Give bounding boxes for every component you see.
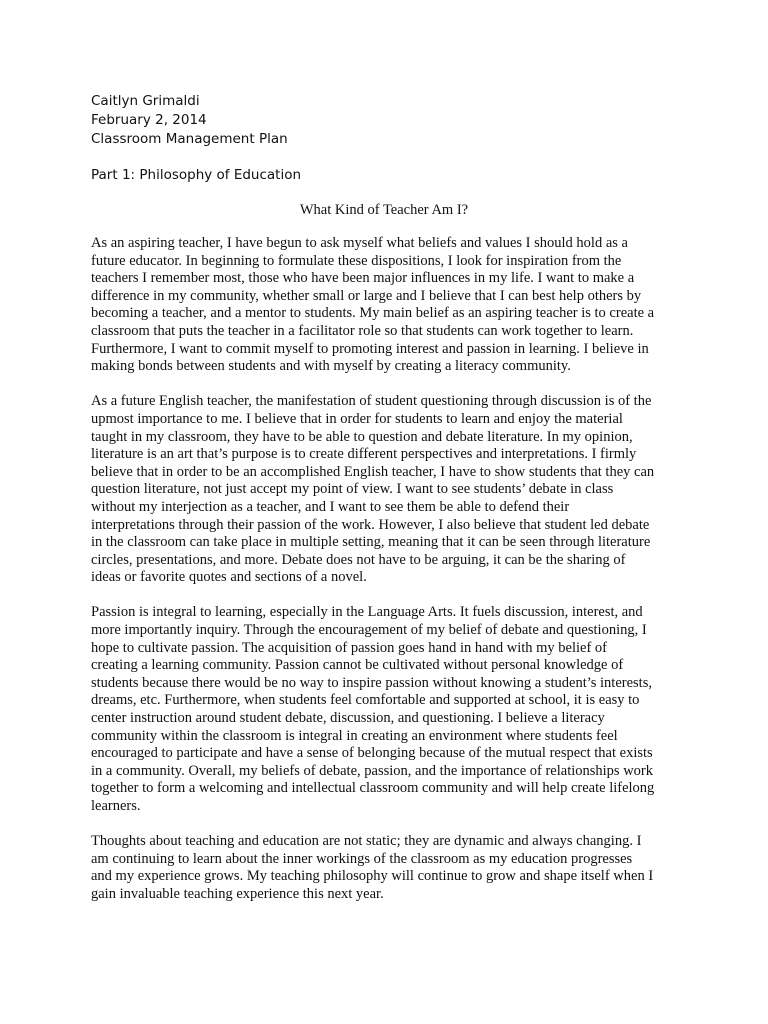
text-line: without my interjection as a teacher, and I want to see them be able to defend their [91,498,570,515]
text-line: classroom that puts the teacher in a facilitator role so that students can work together to learn. [91,322,634,339]
text-line: am continuing to learn about the inner workings of the classroom as my education progresses [91,850,633,867]
text-line: center instruction around student debate, discussion, and questioning. I believe a literacy [91,710,605,727]
text-line: becoming a teacher, and a mentor to students. My main belief as an aspiring teacher is to create a [91,305,655,322]
text-line: Passion is integral to learning, especially in the Language Arts. It fuels discussion, interest, and [91,604,643,621]
part-heading: Part 1: Philosophy of Education [91,167,302,183]
text-line: upmost importance to me. I believe that in order for students to learn and enjoy the material [91,410,623,427]
paragraph-4 [91,833,691,903]
text-line: community within the classroom is integral in creating an environment where students feel [91,727,618,744]
text-line: more importantly inquiry. Through the encouragement of my belief of debate and questioning, I [91,622,647,639]
text-line: believe that in order to be an accomplished English teacher, I have to show students that they can [91,463,655,480]
text-line: creating a learning community. Passion cannot be cultivated without personal knowledge of [91,657,624,674]
essay-title: What Kind of Teacher Am I? [299,202,469,218]
text-line: together to form a welcoming and intellectual classroom community and will help create lifelong [91,780,655,797]
text-line: Thoughts about teaching and education are not static; they are dynamic and always changing. I [91,833,642,850]
text-line: hope to cultivate passion. The acquisition of passion goes hand in hand with my belief of [91,639,607,656]
text-line: teachers I remember most, those who have been major influences in my life. I want to make a [91,270,635,287]
text-line: future educator. In beginning to formulate these dispositions, I look for inspiration from the [91,252,622,269]
document-date: February 2, 2014 [91,112,207,128]
paragraph-3 [91,604,691,815]
text-line: taught in my classroom, they have to be able to question and debate literature. In my opinion, [91,428,633,445]
text-line: encouraged to participate and have a sense of belonging because of the mutual respect that exists [91,745,653,762]
text-line: circles, presentations, and more. Debate does not have to be arguing, it can be the sharing of [91,551,626,568]
text-line: literature is an art that’s purpose is to create different perspectives and interpretations. I firmly [91,446,637,463]
text-line: difference in my community, whether small or large and I believe that I can best help others by [91,287,642,304]
text-line: question literature, not just accept my point of view. I want to see students’ debate in class [91,481,614,498]
text-line: students because there would be no way to inspire passion without knowing a student’s interests, [91,674,652,691]
text-line: interpretations through their passion of the work. However, I also believe that student led debate [91,516,650,533]
text-line: learners. [91,798,141,814]
essay-body [91,235,691,921]
author-name: Caitlyn Grimaldi [91,93,200,109]
text-line: making bonds between students and with myself by creating a literacy community. [91,358,571,375]
document-title: Classroom Management Plan [91,131,288,147]
text-line: ideas or favorite quotes and sections of a novel. [91,569,367,586]
text-line: As a future English teacher, the manifestation of student questioning through discussion is of the [91,393,652,410]
text-line: Furthermore, I want to commit myself to promoting interest and passion in learning. I believe in [91,340,649,357]
paragraph-2 [91,393,691,587]
text-line: As an aspiring teacher, I have begun to ask myself what beliefs and values I should hold as a [91,235,628,251]
text-line: and my experience grows. My teaching philosophy will continue to grow and shape itself when I [91,868,654,885]
text-line: dreams, etc. Furthermore, when students feel comfortable and supported at school, it is easy to [91,692,640,709]
paragraph-1 [91,235,691,376]
document-header [91,92,691,149]
text-line: in the classroom can take place in multiple setting, meaning that it can be seen through literature [91,534,651,551]
text-line: gain invaluable teaching experience this next year. [91,885,384,902]
text-line: in a community. Overall, my beliefs of debate, passion, and the importance of relationships work [91,762,653,779]
